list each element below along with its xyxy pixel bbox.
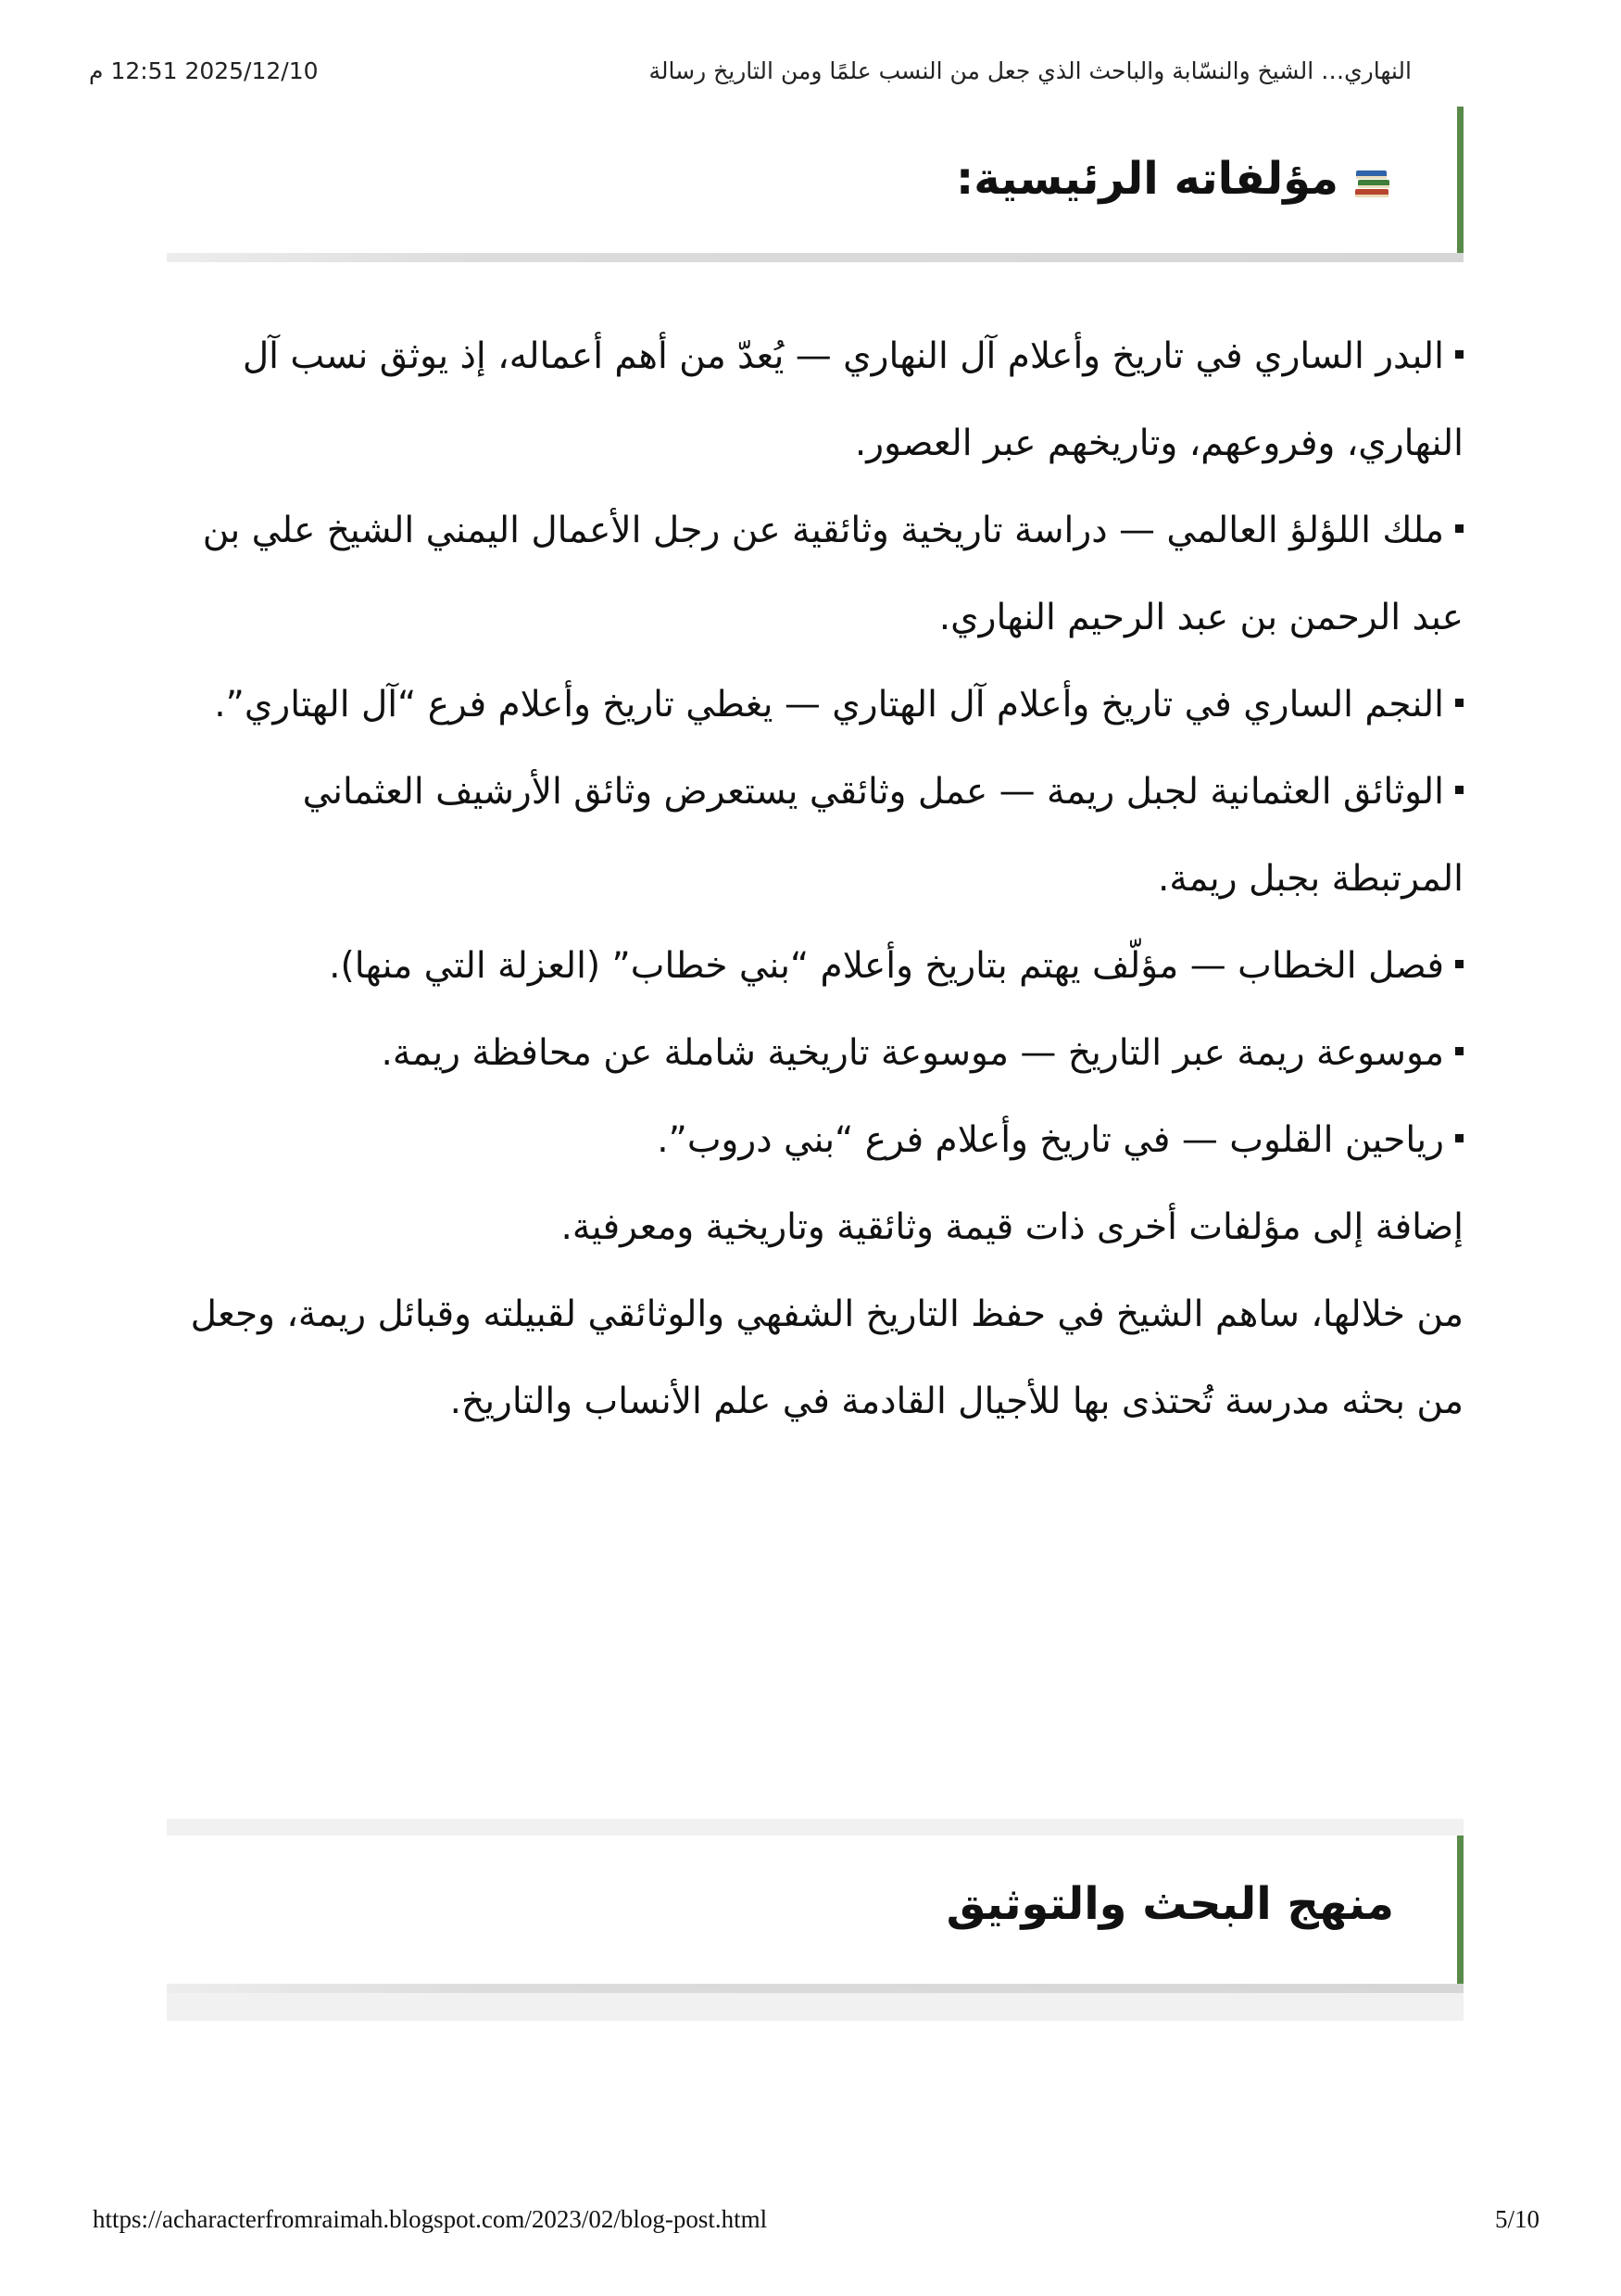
print-footer [0, 2205, 1621, 2242]
work-item-text: ملك اللؤلؤ العالمي — دراسة تاريخية وثائقية عن رجل الأعمال اليمني الشيخ علي بن عبد الرحمن بن عبد الرحيم النهاري. [202, 510, 1464, 638]
bullet-icon [1455, 1134, 1464, 1142]
paragraph: إضافة إلى مؤلفات أخرى ذات قيمة وثائقية وتاريخية ومعرفية. [560, 1206, 1464, 1248]
method-heading-topline [167, 1819, 1464, 1836]
print-url[interactable]: https://acharacterfromraimah.blogspot.com/2023/02/blog-post.html [93, 2205, 768, 2233]
bullet-icon [1455, 1047, 1464, 1055]
work-item [167, 749, 1464, 923]
print-header [0, 57, 1621, 95]
paragraph: من خلالها، ساهم الشيخ في حفظ التاريخ الشفهي والوثائقي لقبيلته وقبائل ريمة، وجعل من بحثه مدرسة تُحتذى بها للأجيال القادمة في علم الأنساب والتاريخ. [190, 1293, 1464, 1422]
print-date: 2025/12/10 12:51 م [89, 57, 319, 84]
page-number: 5/10 [1494, 2205, 1539, 2233]
method-heading-underline [167, 1984, 1464, 1993]
books-icon [1351, 161, 1394, 202]
work-item [167, 313, 1464, 487]
method-heading-bottomband [167, 1993, 1464, 2021]
work-item-text: فصل الخطاب — مؤلّف يهتم بتاريخ وأعلام “بني خطاب” (العزلة التي منها). [329, 945, 1444, 987]
work-item [167, 1010, 1464, 1097]
work-item-text: رياحين القلوب — في تاريخ وأعلام فرع “بني دروب”. [657, 1119, 1444, 1161]
works-heading-text: مؤلفاته الرئيسية: [956, 153, 1338, 205]
works-heading [956, 153, 1394, 205]
bullet-icon [1455, 699, 1464, 707]
print-title: النهاري… الشيخ والنسّابة والباحث الذي جعل من النسب علمًا ومن التاريخ رسالة [648, 57, 1412, 84]
bullet-icon [1455, 786, 1464, 794]
work-item [167, 1097, 1464, 1184]
method-heading: منهج البحث والتوثيق [946, 1878, 1394, 1930]
works-section-header [167, 107, 1464, 253]
article-body [167, 313, 1464, 1445]
method-section-header [167, 1836, 1464, 1984]
works-heading-underline [167, 253, 1464, 262]
work-item-text: الوثائق العثمانية لجبل ريمة — عمل وثائقي يستعرض وثائق الأرشيف العثماني المرتبطة بجبل ريمة. [302, 771, 1464, 900]
work-item [167, 487, 1464, 662]
work-item-text: النجم الساري في تاريخ وأعلام آل الهتاري — يغطي تاريخ وأعلام فرع “آل الهتاري”. [214, 684, 1444, 725]
work-item-text: البدر الساري في تاريخ وأعلام آل النهاري — يُعدّ من أهم أعماله، إذ يوثق نسب آل النهاري، وفروعهم، وتاريخهم عبر العصور. [242, 335, 1464, 464]
bullet-icon [1455, 960, 1464, 968]
work-item-text: موسوعة ريمة عبر التاريخ — موسوعة تاريخية شاملة عن محافظة ريمة. [381, 1032, 1444, 1074]
work-item [167, 662, 1464, 749]
bullet-icon [1455, 524, 1464, 533]
work-item [167, 923, 1464, 1010]
bullet-icon [1455, 350, 1464, 359]
